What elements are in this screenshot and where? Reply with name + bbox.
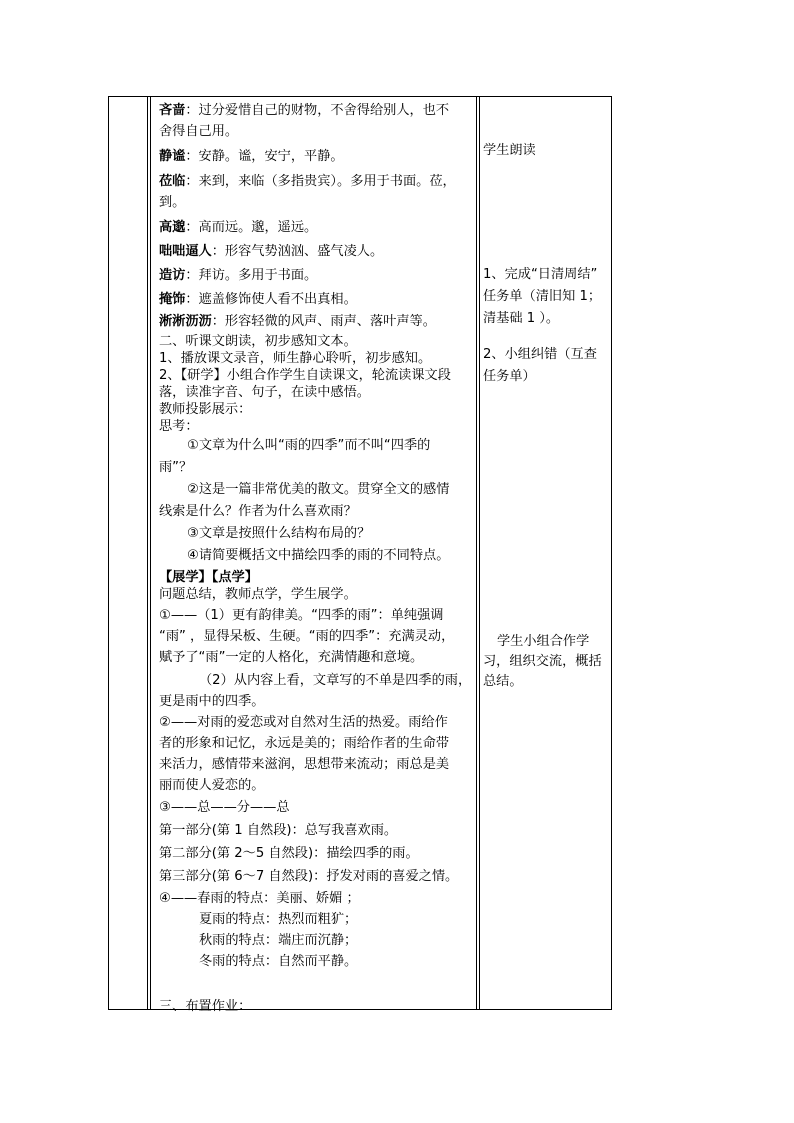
question-item: ④请简要概括文中描绘四季的雨的不同特点。 <box>187 548 450 563</box>
vocab-term: 吝啬 <box>159 103 186 118</box>
question-item: ②这是一篇非常优美的散文。贯穿全文的感情 <box>187 482 450 497</box>
section-heading: 二、听课文朗读，初步感知文本。 <box>159 334 357 349</box>
answer-text: 赋予了“雨”一定的人格化，充满情趣和意境。 <box>159 650 424 665</box>
vocab-term: 静谧 <box>159 149 186 164</box>
activity-text: 学生朗读 <box>483 143 536 158</box>
part-item: 第三部分(第 6～7 自然段)：抒发对雨的喜爱之情。 <box>159 869 459 884</box>
step-text: 落，读准字音、句子，在读中感悟。 <box>159 385 370 400</box>
structure-list <box>159 796 473 972</box>
part-item: 第二部分(第 2～5 自然段)：描绘四季的雨。 <box>159 846 419 861</box>
student-task <box>483 264 609 388</box>
activity-text: 总结。 <box>483 674 523 689</box>
vocab-term: 咄咄逼人 <box>159 244 212 259</box>
answer-text: 更是雨中的四季。 <box>159 694 265 709</box>
part-item: 第一部分(第 1 自然段)：总写我喜欢雨。 <box>159 823 398 838</box>
section-show <box>159 569 473 794</box>
question-item: ①文章为什么叫“雨的四季”而不叫“四季的 <box>187 438 431 453</box>
vocab-def: 到。 <box>159 195 186 210</box>
season-item: ④——春雨的特点：美丽、娇媚 ； <box>159 891 360 906</box>
student-group <box>483 632 609 692</box>
column-divider <box>479 97 480 1009</box>
step-text: 问题总结，教师点学，学生展学。 <box>159 587 357 602</box>
answer-text: 来活力，感情带来滋润，思想带来流动；雨总是美 <box>159 757 450 772</box>
step-text: 教师投影展示： <box>159 402 252 417</box>
answer-text: ②——对雨的爱恋或对自然对生活的热爱。雨给作 <box>159 715 448 730</box>
column-divider <box>150 97 151 1009</box>
activity-text: 习，组织交流，概括 <box>483 654 602 669</box>
vocab-def: ：过分爱惜自己的财物，不舍得给别人，也不 <box>185 103 450 118</box>
activity-text: 1、完成“日清周结” <box>483 267 598 282</box>
vocab-entry <box>159 289 473 310</box>
vocab-entry <box>159 171 473 213</box>
vocab-def: ：遮盖修饰使人看不出真相。 <box>185 292 357 307</box>
column-divider <box>476 97 477 1009</box>
season-item: 秋雨的特点：端庄而沉静； <box>199 933 358 948</box>
vocab-term: 莅临 <box>159 174 186 189</box>
step-text: 思考： <box>159 419 199 434</box>
vocab-entry <box>159 241 473 262</box>
section-heading: 【展学】【点学】 <box>159 570 258 585</box>
question-item: ③文章是按照什么结构布局的？ <box>187 526 371 541</box>
vocab-term: 淅淅沥沥 <box>159 314 212 329</box>
vocab-entry <box>159 311 473 332</box>
question-item: 线索是什么？作者为什么喜欢雨？ <box>159 504 357 519</box>
vocab-entry <box>159 217 473 238</box>
season-item: 冬雨的特点：自然而平静。 <box>199 954 358 969</box>
section-heading: 三、布置作业： <box>159 999 252 1014</box>
activity-text: 清基础 1 ）。 <box>483 311 560 326</box>
activity-text: 任务单） <box>483 369 536 384</box>
activity-text: 任务单（清旧知 1； <box>483 289 602 304</box>
vocab-def: ：高而远。邈，遥远。 <box>185 220 318 235</box>
vocab-term: 掩饰 <box>159 292 186 307</box>
vocab-term: 造访 <box>159 268 186 283</box>
answer-text: ③——总——分——总 <box>159 800 290 815</box>
student-read <box>483 140 609 162</box>
vocab-def: 舍得自己用。 <box>159 124 239 139</box>
column-divider <box>147 97 148 1009</box>
activity-text: 学生小组合作学 <box>497 634 590 649</box>
vocab-entry <box>159 100 473 142</box>
vocab-entry <box>159 146 473 167</box>
teaching-content <box>159 100 473 1017</box>
question-item: 雨”？ <box>159 460 193 475</box>
section-listen <box>159 333 473 435</box>
vocab-def: ：形容轻微的风声、雨声、落叶声等。 <box>211 314 436 329</box>
vocab-def: ：形容气势汹汹、盛气凌人。 <box>211 244 384 259</box>
answer-text: 者的形象和记忆，永远是美的；雨给作者的生命带 <box>159 736 450 751</box>
answer-text: ①——（1）更有韵律美。“四季的雨”：单纯强调 <box>159 608 444 623</box>
question-list <box>159 435 473 567</box>
vocab-def: ：来到，来临（多指贵宾）。多用于书面。莅， <box>185 174 456 189</box>
answer-text: 丽而使人爱恋的。 <box>159 778 265 793</box>
season-item: 夏雨的特点：热烈而粗犷； <box>199 912 358 927</box>
vocab-def: ：安静。谧，安宁，平静。 <box>185 149 344 164</box>
answer-text: （2）从内容上看，文章写的不单是四季的雨， <box>199 673 472 688</box>
answer-text: “雨” ，显得呆板、生硬。“雨的四季”：充满灵动， <box>159 629 455 644</box>
activity-text: 2、小组纠错（互查 <box>483 347 597 362</box>
vocab-entry <box>159 265 473 286</box>
step-text: 2、【研学】小组合作学生自读课文，轮流读课文段 <box>159 368 451 383</box>
section-homework <box>159 996 473 1017</box>
vocab-term: 高邈 <box>159 220 186 235</box>
step-text: 1、播放课文录音，师生静心聆听，初步感知。 <box>159 351 432 366</box>
vocab-def: ：拜访。多用于书面。 <box>185 268 318 283</box>
